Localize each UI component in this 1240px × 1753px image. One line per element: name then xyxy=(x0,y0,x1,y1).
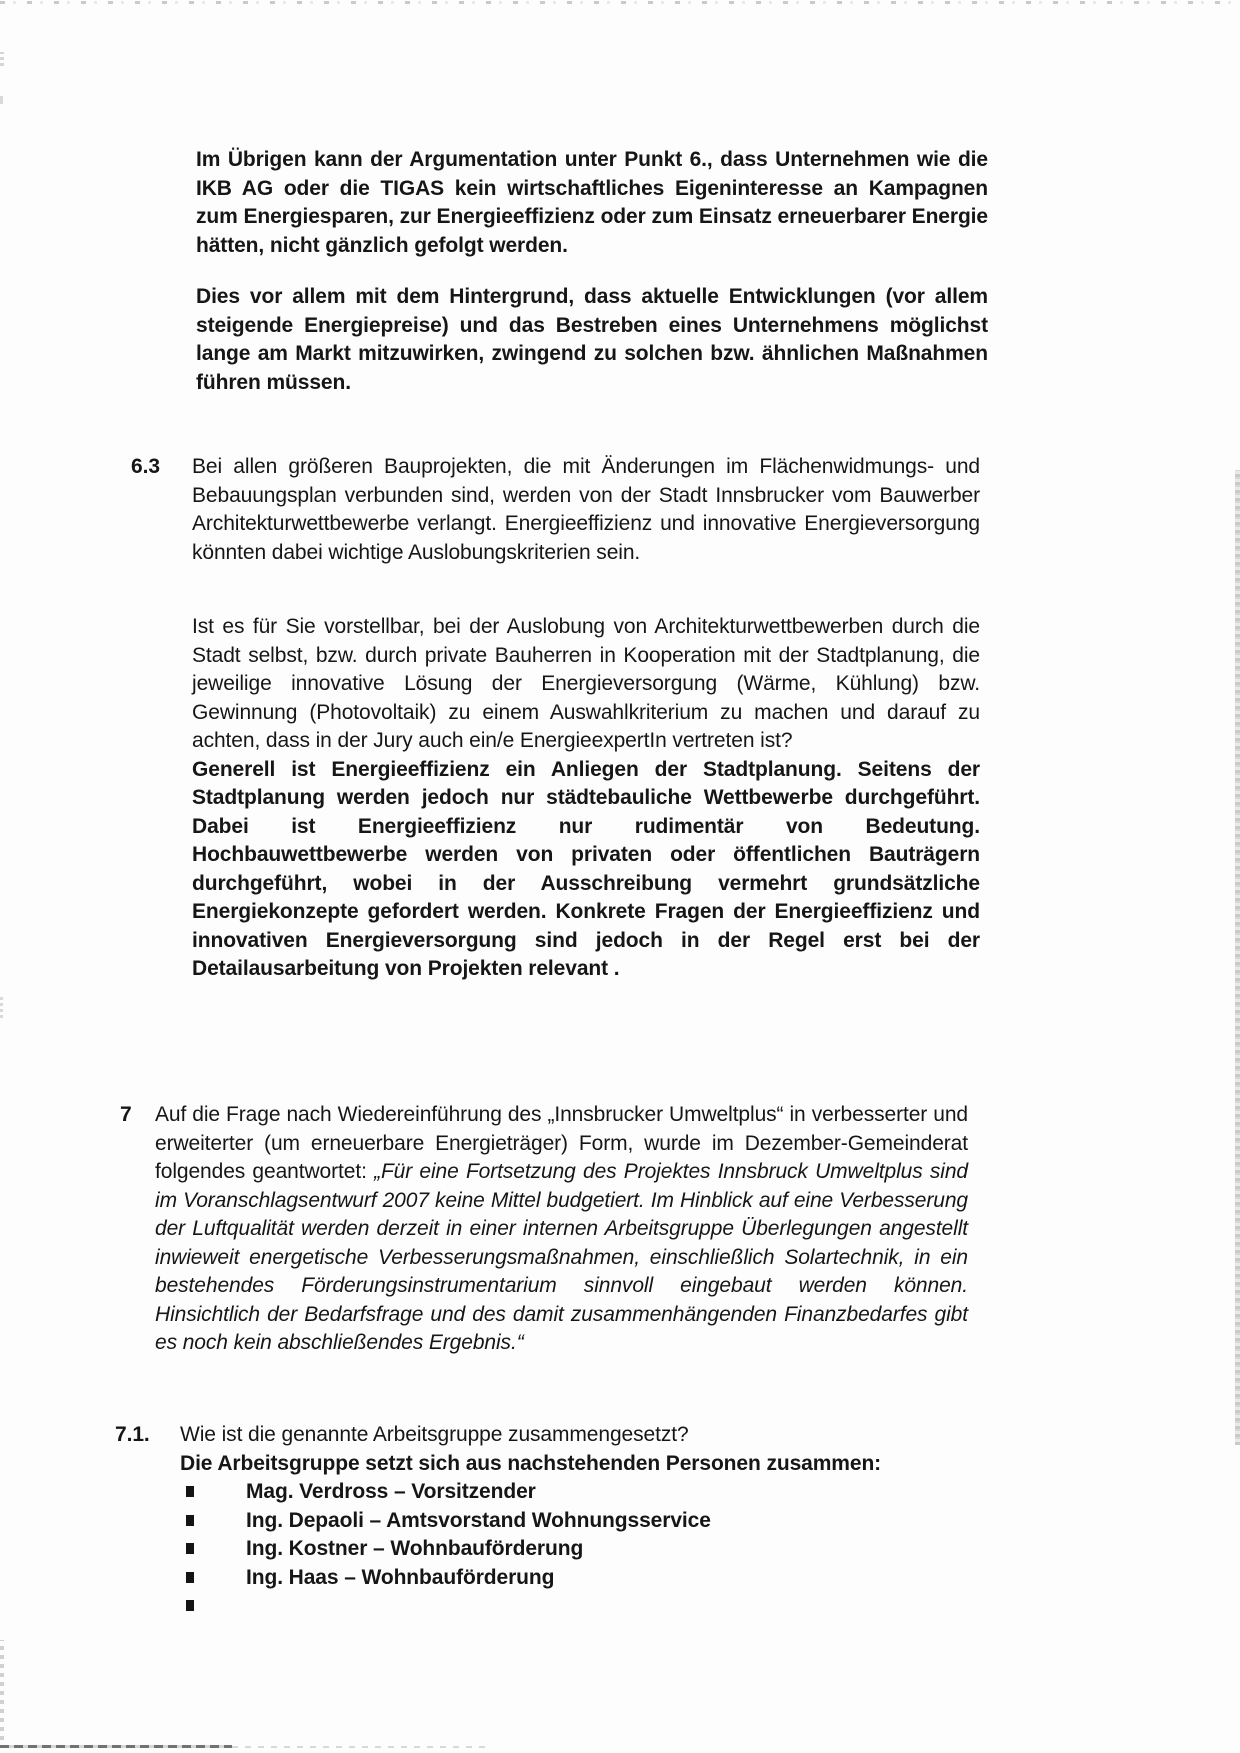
list-item xyxy=(180,1564,945,1593)
square-bullet-icon xyxy=(186,1515,194,1526)
scan-artifact-left-edge xyxy=(0,1640,4,1740)
section-7-1-number: 7.1. xyxy=(115,1423,150,1446)
list-item xyxy=(180,1592,945,1621)
square-bullet-icon xyxy=(186,1543,194,1554)
intro-paragraph-1: Im Übrigen kann der Argumentation unter Punkt 6., dass Unternehmen wie die IKB AG oder die TIGAS kein wirtschaftliches Eigeninteresse an Kampagnen zum Energiesparen, zur Energieeffizienz oder zum Einsatz erneuerbarer Energie hätten, nicht gänzlich gefolgt werden. xyxy=(196,148,988,257)
section-7-paragraph xyxy=(155,1101,968,1358)
section-6-3-body xyxy=(192,453,980,984)
member-name: Ing. Haas – Wohnbauförderung xyxy=(246,1565,555,1589)
scan-artifact-bottom-edge xyxy=(232,1746,492,1748)
section-7-number: 7 xyxy=(120,1103,132,1126)
section-7 xyxy=(120,1101,968,1358)
section-7-quoted-answer: „Für eine Fortsetzung des Projektes Innsbruck Umweltplus sind im Voranschlagsentwurf 2007 keine Mittel budgetiert. Im Hinblick auf eine Verbesserung der Luftqualität werden derzeit in einer internen Arbeitsgruppe Überlegungen angestellt inwieweit energetische Verbesserungsmaßnahmen, einschließlich Solartechnik, in ein bestehendes Förderungsinstrumentarium sinnvoll eingebaut werden können. Hinsichtlich der Bedarfsfrage und des damit zusammenhängenden Finanzbedarfes gibt es noch kein abschließendes Ergebnis.“ xyxy=(155,1160,968,1354)
section-7-lead-text: Auf die Frage nach Wiedereinführung des „Innsbrucker Umweltplus“ in verbesserter und erweiterter (um erneuerbare Energieträger) Form, wurde im Dezember-Gemeinderat folgendes geantwortet: xyxy=(155,1103,968,1183)
scan-artifact-top-edge xyxy=(0,1,1240,4)
section-7-1 xyxy=(115,1421,945,1621)
section-7-1-body xyxy=(180,1421,945,1621)
member-name: Ing. Depaoli – Amtsvorstand Wohnungsservice xyxy=(246,1508,711,1532)
scan-artifact-left-edge xyxy=(0,996,3,1018)
section-6-3-statement: Bei allen größeren Bauprojekten, die mit Änderungen im Flächenwidmungs- und Bebauungsplan verbunden sind, werden von der Stadt Innsbrucker vom Bauwerber Architekturwettbewerbe verlangt. Energieeffizienz und innovative Energieversorgung könnten dabei wichtige Auslobungskriterien sein. xyxy=(192,455,980,564)
section-6-3-question: Ist es für Sie vorstellbar, bei der Auslobung von Architekturwettbewerben durch die Stadt selbst, bzw. durch private Bauherren in Kooperation mit der Stadtplanung, die jeweilige innovative Lösung der Energieversorgung (Wärme, Kühlung) bzw. Gewinnung (Photovoltaik) zu einem Auswahlkriterium zu machen und darauf zu achten, dass in der Jury auch ein/e EnergieexpertIn vertreten ist? xyxy=(192,615,980,752)
section-7-1-question: Wie ist die genannte Arbeitsgruppe zusammengesetzt? xyxy=(180,1423,689,1446)
scan-artifact-bottom-edge xyxy=(0,1745,232,1748)
square-bullet-icon xyxy=(186,1486,194,1497)
section-6-3-answer: Generell ist Energieeffizienz ein Anliegen der Stadtplanung. Seitens der Stadtplanung werden jedoch nur städtebauliche Wettbewerbe durchgeführt. Dabei ist Energieeffizienz nur rudimentär von Bedeutung. Hochbauwettbewerbe werden von privaten oder öffentlichen Bauträgern durchgeführt, wobei in der Ausschreibung vermehrt grundsätzliche Energiekonzepte gefordert werden. Konkrete Fragen der Energieeffizienz und innovativen Energieversorgung sind jedoch in der Regel erst bei der Detailausarbeitung von Projekten relevant . xyxy=(192,757,980,980)
member-name: Mag. Verdross – Vorsitzender xyxy=(246,1480,536,1503)
section-6-3-number: 6.3 xyxy=(131,455,160,478)
member-name: Ing. Kostner – Wohnbauförderung xyxy=(246,1537,584,1560)
list-item xyxy=(180,1535,945,1564)
list-item xyxy=(180,1478,945,1507)
scan-artifact-left-edge xyxy=(0,96,3,104)
scan-artifact-right-edge xyxy=(1235,470,1240,1445)
intro-paragraph-2: Dies vor allem mit dem Hintergrund, dass aktuelle Entwicklungen (vor allem steigende Energiepreise) und das Bestreben eines Unternehmens möglichst lange am Markt mitzuwirken, zwingend zu solchen bzw. ähnlichen Maßnahmen führen müssen. xyxy=(196,285,988,394)
square-bullet-icon xyxy=(186,1572,194,1583)
scan-artifact-left-edge xyxy=(0,52,4,66)
section-6-3 xyxy=(131,453,980,984)
square-bullet-icon xyxy=(186,1600,194,1611)
list-item xyxy=(180,1507,945,1536)
section-7-body xyxy=(155,1101,968,1358)
section-7-1-answer-heading: Die Arbeitsgruppe setzt sich aus nachstehenden Personen zusammen: xyxy=(180,1451,882,1475)
workgroup-member-list xyxy=(180,1478,945,1621)
